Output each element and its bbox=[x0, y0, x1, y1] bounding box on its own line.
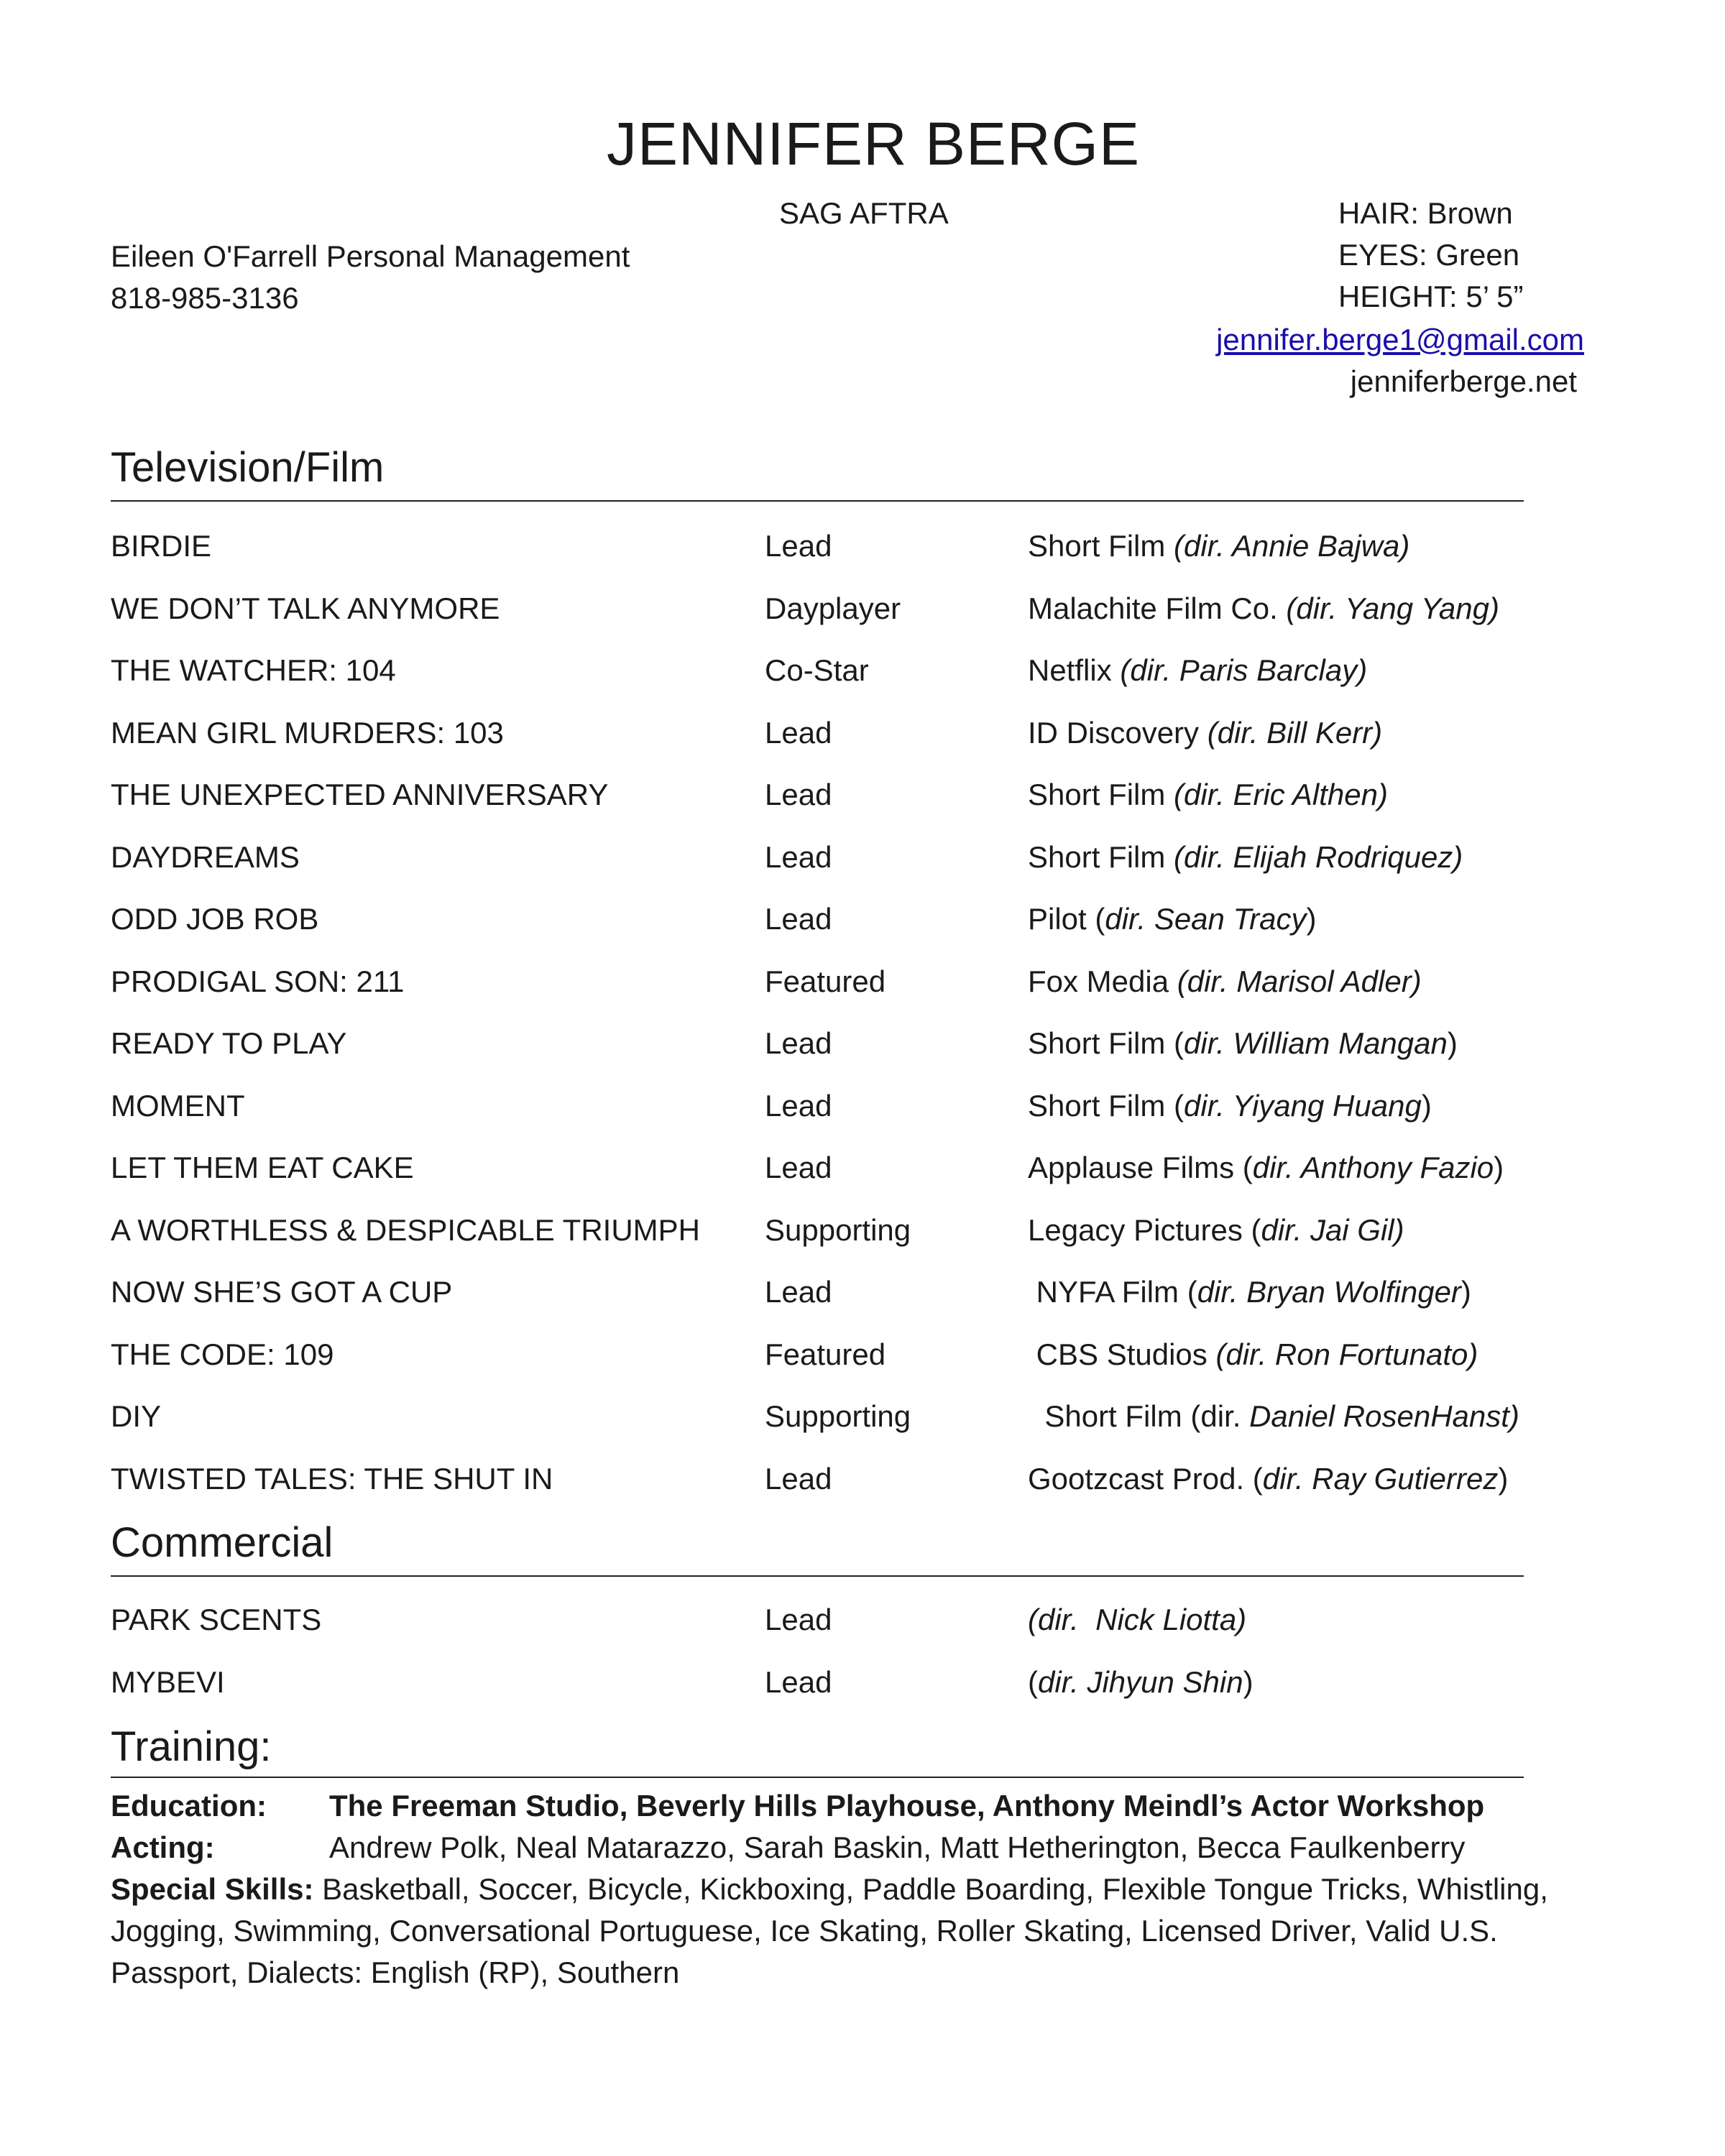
production-company: ID Discovery bbox=[1028, 715, 1208, 750]
closing-paren: ) bbox=[1498, 1461, 1509, 1496]
closing-paren: ) bbox=[1243, 1664, 1254, 1699]
skills-label: Special Skills: bbox=[111, 1872, 314, 1906]
credit-row bbox=[111, 960, 1548, 1023]
management-phone: 818-985-3136 bbox=[111, 281, 299, 315]
director-credit: Daniel RosenHanst) bbox=[1249, 1399, 1519, 1433]
closing-paren: ) bbox=[1460, 1275, 1471, 1309]
production-company: ( bbox=[1028, 1664, 1038, 1699]
credit-role: Lead bbox=[765, 715, 832, 750]
credit-row bbox=[111, 836, 1548, 898]
credit-row bbox=[111, 649, 1548, 711]
director-credit: (dir. Yang Yang) bbox=[1286, 591, 1499, 625]
director-credit: (dir. Bill Kerr) bbox=[1207, 715, 1383, 750]
credit-row bbox=[111, 1457, 1548, 1520]
credit-production bbox=[1028, 773, 1388, 816]
director-credit: dir. Ray Gutierrez bbox=[1262, 1461, 1499, 1496]
skills-line: Passport, Dialects: English (RP), Southern bbox=[111, 1955, 680, 1989]
director-credit: (dir. Annie Bajwa) bbox=[1174, 529, 1410, 563]
credit-row bbox=[111, 1598, 1548, 1661]
production-company: Malachite Film Co. bbox=[1028, 591, 1287, 625]
credit-role: Lead bbox=[765, 1275, 832, 1309]
credit-production bbox=[1028, 587, 1499, 630]
skills-line bbox=[111, 1869, 1577, 1910]
acting-label: Acting: bbox=[111, 1830, 215, 1864]
credit-role: Lead bbox=[765, 902, 832, 936]
credit-row bbox=[111, 898, 1548, 960]
director-credit: dir. Sean Tracy bbox=[1105, 902, 1307, 936]
production-company: Short Film bbox=[1028, 839, 1174, 874]
credit-row bbox=[111, 1022, 1548, 1084]
section-heading-commercial: Commercial bbox=[111, 1519, 334, 1566]
credit-title: A WORTHLESS & DESPICABLE TRIUMPH bbox=[111, 1212, 700, 1247]
hair-stat: HAIR: Brown bbox=[1338, 196, 1513, 230]
education-label: Education: bbox=[111, 1789, 267, 1823]
credit-production bbox=[1028, 836, 1463, 879]
credit-role: Lead bbox=[765, 1151, 832, 1184]
credit-production bbox=[1028, 525, 1409, 568]
credit-role: Lead bbox=[765, 1603, 832, 1636]
credit-role: Lead bbox=[765, 1026, 832, 1060]
credit-title: MOMENT bbox=[111, 1088, 245, 1123]
credit-title: BIRDIE bbox=[111, 529, 212, 563]
credit-production bbox=[1028, 1457, 1508, 1501]
credit-title: PRODIGAL SON: 211 bbox=[111, 964, 405, 998]
production-company: Short Film ( bbox=[1028, 1088, 1184, 1123]
credit-production bbox=[1028, 1271, 1471, 1314]
credit-role: Lead bbox=[765, 839, 832, 874]
director-credit: dir. Bryan Wolfinger bbox=[1197, 1275, 1461, 1309]
union-affiliation: SAG AFTRA bbox=[779, 196, 949, 230]
physical-stats bbox=[1338, 193, 1524, 318]
credit-title: THE CODE: 109 bbox=[111, 1337, 334, 1371]
credit-row bbox=[111, 1271, 1548, 1333]
director-credit: (dir. Elijah Rodriquez) bbox=[1174, 839, 1463, 874]
production-company: Pilot ( bbox=[1028, 902, 1105, 936]
production-company: CBS Studios bbox=[1028, 1337, 1216, 1371]
credit-row bbox=[111, 711, 1548, 774]
credit-production bbox=[1028, 898, 1316, 941]
credit-title: DIY bbox=[111, 1399, 162, 1433]
credit-role: Featured bbox=[765, 964, 886, 998]
production-company: Short Film bbox=[1028, 529, 1174, 563]
credit-production bbox=[1028, 711, 1382, 755]
credit-title: PARK SCENTS bbox=[111, 1603, 322, 1636]
credit-row bbox=[111, 1146, 1548, 1209]
credit-role: Co-Star bbox=[765, 653, 869, 687]
production-company: Short Film ( bbox=[1028, 1026, 1184, 1060]
credit-role: Supporting bbox=[765, 1399, 911, 1433]
credit-production bbox=[1028, 1333, 1478, 1376]
credit-production bbox=[1028, 1661, 1254, 1704]
website-text: jenniferberge.net bbox=[1350, 364, 1577, 398]
credit-title: THE WATCHER: 104 bbox=[111, 653, 396, 687]
production-company: Netflix bbox=[1028, 653, 1121, 687]
section-heading-training: Training: bbox=[111, 1723, 272, 1770]
commercial-credits bbox=[111, 1598, 1548, 1723]
section-heading-tv-film: Television/Film bbox=[111, 444, 385, 491]
production-company: Applause Films ( bbox=[1028, 1151, 1253, 1184]
director-credit: (dir. Marisol Adler) bbox=[1177, 964, 1422, 998]
credit-role: Lead bbox=[765, 1461, 832, 1496]
production-company: Fox Media bbox=[1028, 964, 1177, 998]
credit-row bbox=[111, 1661, 1548, 1723]
director-credit: dir. Jai Gil) bbox=[1261, 1212, 1404, 1247]
director-credit: (dir. Ron Fortunato) bbox=[1215, 1337, 1478, 1371]
acting-line bbox=[111, 1827, 1577, 1869]
credit-title: MYBEVI bbox=[111, 1664, 225, 1699]
training-section bbox=[111, 1785, 1577, 1994]
credit-row bbox=[111, 1333, 1548, 1396]
credit-row bbox=[111, 773, 1548, 836]
director-credit: dir. William Mangan bbox=[1184, 1026, 1448, 1060]
eyes-stat: EYES: Green bbox=[1338, 238, 1520, 272]
director-credit: dir. Jihyun Shin bbox=[1038, 1664, 1243, 1699]
credit-role: Featured bbox=[765, 1337, 886, 1371]
production-company: Short Film (dir. bbox=[1028, 1399, 1250, 1433]
credit-row bbox=[111, 525, 1548, 587]
credit-title: ODD JOB ROB bbox=[111, 902, 319, 936]
director-credit: dir. Yiyang Huang bbox=[1184, 1088, 1422, 1123]
credit-row bbox=[111, 1209, 1548, 1271]
credit-title: THE UNEXPECTED ANNIVERSARY bbox=[111, 778, 609, 811]
credit-title: MEAN GIRL MURDERS: 103 bbox=[111, 715, 504, 750]
section-divider bbox=[111, 1575, 1524, 1577]
production-company: Short Film bbox=[1028, 778, 1174, 811]
section-divider bbox=[111, 500, 1524, 502]
production-company: Legacy Pictures ( bbox=[1028, 1212, 1261, 1247]
director-credit: (dir. Paris Barclay) bbox=[1120, 653, 1368, 687]
credit-role: Lead bbox=[765, 529, 832, 563]
email-link[interactable]: jennifer.berge1@gmail.com bbox=[1216, 323, 1584, 356]
credit-role: Lead bbox=[765, 1088, 832, 1123]
credit-row bbox=[111, 1395, 1548, 1457]
closing-paren: ) bbox=[1421, 1088, 1432, 1123]
credit-production bbox=[1028, 1598, 1246, 1641]
credit-production bbox=[1028, 960, 1422, 1003]
credit-row bbox=[111, 587, 1548, 650]
credit-title: WE DON’T TALK ANYMORE bbox=[111, 591, 500, 625]
credit-role: Supporting bbox=[765, 1212, 911, 1247]
section-divider bbox=[111, 1777, 1524, 1778]
management-agency: Eileen O'Farrell Personal Management bbox=[111, 239, 630, 273]
closing-paren: ) bbox=[1447, 1026, 1458, 1060]
credit-production bbox=[1028, 1209, 1404, 1252]
credit-production bbox=[1028, 1022, 1458, 1065]
credit-title: LET THEM EAT CAKE bbox=[111, 1151, 414, 1184]
credit-title: READY TO PLAY bbox=[111, 1026, 347, 1060]
credit-row bbox=[111, 1084, 1548, 1147]
credit-production bbox=[1028, 1395, 1519, 1438]
credit-title: TWISTED TALES: THE SHUT IN bbox=[111, 1461, 553, 1496]
credit-role: Lead bbox=[765, 778, 832, 811]
credit-production bbox=[1028, 649, 1367, 692]
production-company: Gootzcast Prod. ( bbox=[1028, 1461, 1263, 1496]
tv-film-credits bbox=[111, 525, 1548, 1519]
education-line bbox=[111, 1785, 1577, 1827]
credit-role: Lead bbox=[765, 1664, 832, 1699]
skills-text: Basketball, Soccer, Bicycle, Kickboxing, Paddle Boarding, Flexible Tongue Tricks, Whistling, bbox=[313, 1872, 1548, 1906]
skills-line: Jogging, Swimming, Conversational Portuguese, Ice Skating, Roller Skating, Licensed Driver, Valid U.S. bbox=[111, 1914, 1498, 1948]
credit-role: Dayplayer bbox=[765, 591, 901, 625]
director-credit: (dir. Nick Liotta) bbox=[1028, 1603, 1247, 1636]
acting-value: Andrew Polk, Neal Matarazzo, Sarah Baskin, Matt Hetherington, Becca Faulkenberry bbox=[329, 1830, 1466, 1864]
closing-paren: ) bbox=[1494, 1151, 1504, 1184]
credit-production bbox=[1028, 1084, 1432, 1128]
production-company: NYFA Film ( bbox=[1028, 1275, 1197, 1309]
closing-paren: ) bbox=[1306, 902, 1317, 936]
credit-title: DAYDREAMS bbox=[111, 839, 300, 874]
director-credit: dir. Anthony Fazio bbox=[1252, 1151, 1494, 1184]
height-stat: HEIGHT: 5’ 5” bbox=[1338, 280, 1524, 313]
actor-name: JENNIFER BERGE bbox=[606, 110, 1141, 178]
director-credit: (dir. Eric Althen) bbox=[1174, 778, 1388, 811]
credit-title: NOW SHE’S GOT A CUP bbox=[111, 1275, 453, 1309]
education-value: The Freeman Studio, Beverly Hills Playhouse, Anthony Meindl’s Actor Workshop bbox=[329, 1789, 1485, 1823]
credit-production bbox=[1028, 1146, 1504, 1189]
